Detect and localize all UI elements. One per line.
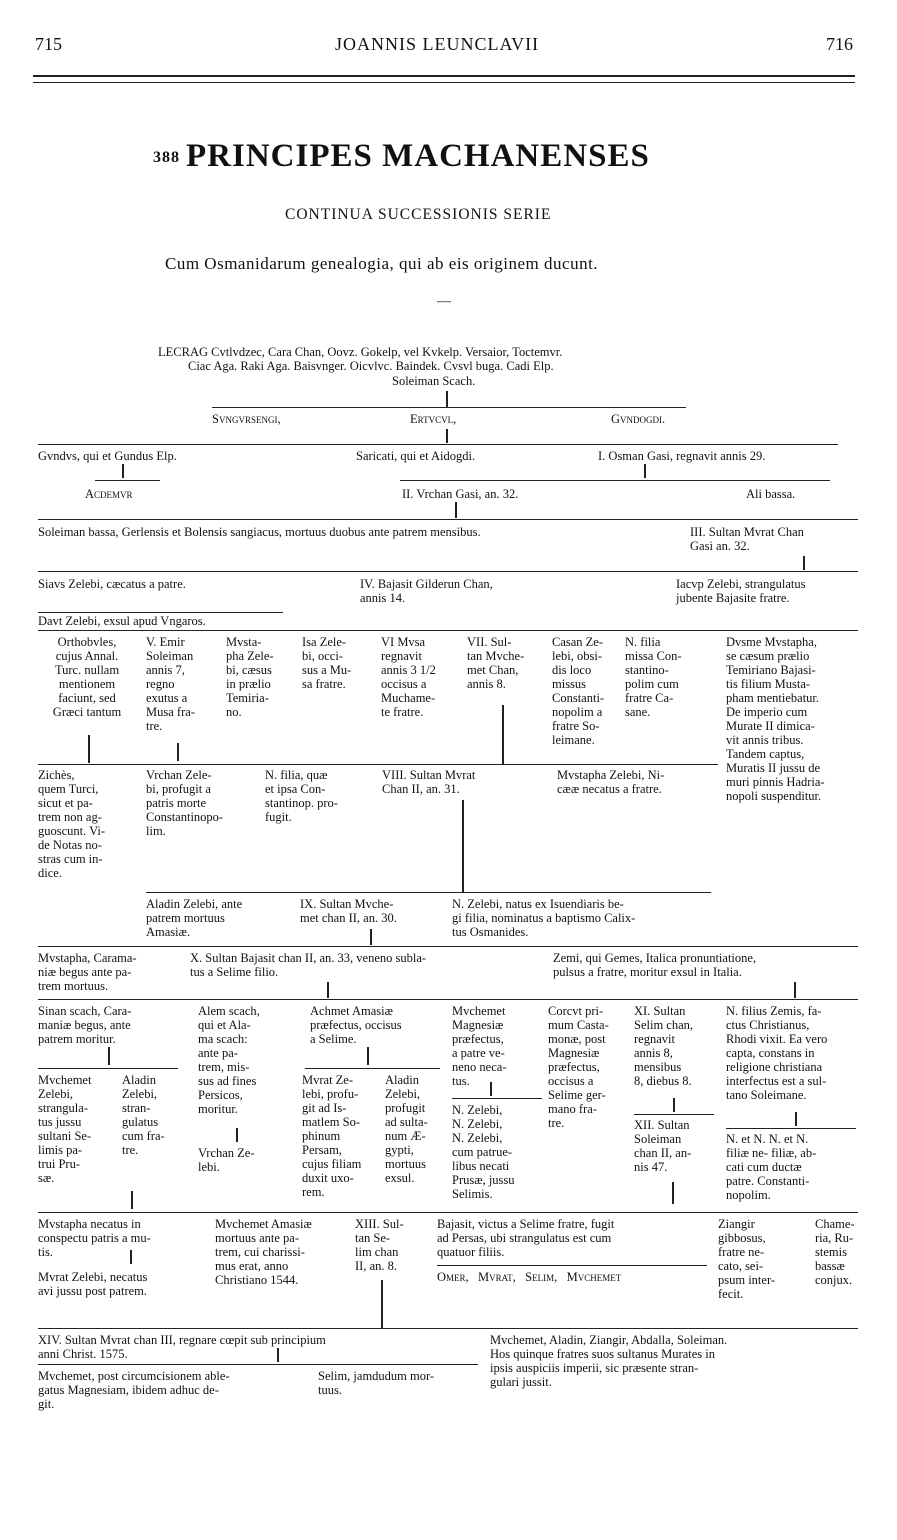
gen5-c: Iacvp Zelebi, strangulatus jubente Bajasite fratre. (676, 577, 806, 605)
connector (672, 1182, 674, 1204)
branch-rule (38, 1212, 858, 1213)
gen12-c4b: Omer, Mvrat, Selim, Mvchemet (437, 1270, 622, 1284)
gen9-b: X. Sultan Bajasit chan II, an. 33, veneno subla- tus a Selime filio. (190, 951, 427, 979)
gen12-c6: Chame- ria, Ru- stemis bassæ conjux. (815, 1217, 855, 1287)
branch-rule (400, 480, 830, 481)
connector (277, 1348, 279, 1362)
gen6-c2: V. Emir Soleiman annis 7, regno exutus a Musa fra- tre. (146, 635, 195, 733)
branch-rule (212, 407, 686, 408)
gen3-b: II. Vrchan Gasi, an. 32. (402, 487, 519, 501)
gen2-b: Saricati, qui et Aidogdi. (356, 449, 476, 463)
branch-rule (38, 571, 858, 572)
connector (794, 982, 796, 998)
connector (795, 1112, 797, 1126)
header-rule (33, 75, 855, 77)
gen13-a: XIV. Sultan Mvrat chan III, regnare cœpit sub principium anni Christ. 1575. (38, 1333, 326, 1361)
branch-rule (38, 1328, 858, 1329)
connector (446, 391, 448, 407)
branch-rule (146, 892, 711, 893)
gen7-c2: Vrchan Zele- bi, profugit a patris morte Constantinopo- lim. (146, 768, 224, 838)
header-rule-thin (33, 82, 855, 83)
gen11-c6: N. et N. N. et N. filiæ ne- filiæ, ab- cati cum ductæ patre. Constanti- nopolim. (726, 1132, 817, 1202)
branch-rule (95, 480, 160, 481)
branch-rule (38, 946, 858, 947)
branch-rule (38, 630, 858, 631)
gen13-b: Mvchemet, Aladin, Ziangir, Abdalla, Soleiman. Hos quinque fratres suos sultanus Murates in ipsis auspiciis imperii, sic præsente stran- gulari jussit. (490, 1333, 728, 1389)
running-title: JOANNIS LEUNCLAVII (335, 34, 540, 54)
gen7-c3: N. filia, quæ et ipsa Con- stantinop. pro- fugit. (265, 768, 338, 824)
gen12-c2: Mvchemet Amasiæ mortuus ante pa- trem, cui charissi- mus erat, anno Christiano 1544. (215, 1217, 312, 1287)
branch-rule (452, 1098, 542, 1099)
separator-dash: –– (437, 294, 451, 309)
title-main: PRINCIPES MACHANENSES (186, 138, 650, 174)
connector (327, 982, 329, 998)
branch-rule (38, 1068, 178, 1069)
branch-rule (38, 519, 858, 520)
gen6-c4: Isa Zele- bi, occi- sus a Mu- sa fratre. (302, 635, 352, 691)
gen11-c3b: Aladin Zelebi, profugit ad sulta- num Æ- gypti, mortuus exsul. (385, 1073, 428, 1185)
branch-rule (38, 999, 858, 1000)
gen9-a: Mvstapha, Carama- niæ begus ante pa- trem mortuus. (38, 951, 137, 993)
gen11-c2: Vrchan Ze- lebi. (198, 1146, 255, 1174)
gen6-c9: Dvsme Mvstapha, se cæsum prælio Temiriano Bajasi- tis filium Musta- pham mentiebatur. De imperio cum Murate II dimica- vit annis tribus. Tandem captus, Muratis II jussu de muri pinnis Hadria- nopoli suspenditur. (726, 635, 825, 803)
gen13-c2: Selim, jamdudum mor- tuus. (318, 1369, 435, 1397)
gen10-c1: Sinan scach, Cara- maniæ begus, ante patrem moritur. (38, 1004, 132, 1046)
ancestors-line1: LECRAG Cvtlvdzec, Cara Chan, Oovz. Gokelp, vel Kvkelp. Versaior, Toctemvr. (158, 345, 563, 359)
gen10-c6: XI. Sultan Selim chan, regnavit annis 8, mensibus 8, diebus 8. (634, 1004, 694, 1088)
gen5-a: Siavs Zelebi, cæcatus a patre. (38, 577, 186, 591)
ancestors-line3: Soleiman Scach. (392, 374, 476, 388)
connector (88, 735, 90, 763)
gen1-c: Gvndogdi. (611, 412, 666, 426)
gen12-c4: Bajasit, victus a Selime fratre, fugit ad Persas, ubi strangulatus est cum quatuor filiis. (437, 1217, 615, 1259)
connector (803, 556, 805, 570)
gen5b: Davt Zelebi, exsul apud Vngaros. (38, 614, 206, 628)
gen6-c7: Casan Ze- lebi, obsi- dis loco missus Constanti- nopolim a fratre So- leimane. (552, 635, 605, 747)
gen4-a: Soleiman bassa, Gerlensis et Bolensis sangiacus, mortuus duobus ante patrem mensibus. (38, 525, 481, 539)
branch-rule (305, 1068, 440, 1069)
gen11-c1b: Aladin Zelebi, stran- gulatus cum fra- tre. (122, 1073, 165, 1157)
branch-rule (437, 1265, 707, 1266)
gen8-b: IX. Sultan Mvche- met chan II, an. 30. (300, 897, 397, 925)
gen2-a: Gvndvs, qui et Gundus Elp. (38, 449, 177, 463)
gen12-c3: XIII. Sul- tan Se- lim chan II, an. 8. (355, 1217, 404, 1273)
subtitle: CONTINUA SUCCESSIONIS SERIE (285, 206, 552, 223)
gen10-c2: Alem scach, qui et Ala- ma scach: ante pa- trem, mis- sus ad fines Persicos, moritur. (198, 1004, 260, 1116)
gen6-c5: VI Mvsa regnavit annis 3 1/2 occisus a Muchame- te fratre. (381, 635, 436, 719)
gen12-c1a: Mvstapha necatus in conspectu patris a mu- tis. (38, 1217, 151, 1259)
gen5-b: IV. Bajasit Gilderun Chan, annis 14. (360, 577, 493, 605)
title-number: 388 (153, 149, 180, 167)
gen12-c5: Ziangir gibbosus, fratre ne- cato, sei- psum inter- fecit. (718, 1217, 776, 1301)
connector (370, 929, 372, 945)
gen12-c1b: Mvrat Zelebi, necatus avi jussu post patrem. (38, 1270, 148, 1298)
gen7-c5: Mvstapha Zelebi, Ni- cææ necatus a fratre. (557, 768, 665, 796)
gen4-b: III. Sultan Mvrat Chan Gasi an. 32. (690, 525, 804, 553)
connector (108, 1047, 110, 1065)
gen6-c8: N. filia missa Con- stantino- polim cum fratre Ca- sane. (625, 635, 682, 719)
ancestors-line2: Ciac Aga. Raki Aga. Baisvnger. Oicvlvc. Baindek. Cvsvl buga. Cadi Elp. (188, 359, 554, 373)
branch-rule (634, 1114, 714, 1115)
connector (455, 502, 457, 518)
gen10-c3: Achmet Amasiæ præfectus, occisus a Selime. (310, 1004, 402, 1046)
branch-rule (38, 612, 283, 613)
gen11-c3a: Mvrat Ze- lebi, profu- git ad Is- matlem So- phinum Persam, cujus filiam duxit uxo- rem. (302, 1073, 362, 1199)
gen10-c4: Mvchemet Magnesiæ præfectus, a patre ve- neno neca- tus. (452, 1004, 507, 1088)
gen6-c3: Mvsta- pha Zele- bi, cæsus in prælio Temiria- no. (226, 635, 274, 719)
gen8-a: Aladin Zelebi, ante patrem mortuus Amasiæ. (146, 897, 243, 939)
connector (490, 1082, 492, 1096)
connector (131, 1191, 133, 1209)
connector (122, 464, 124, 478)
page-number-left: 715 (35, 34, 62, 54)
gen10-c7: N. filius Zemis, fa- ctus Christianus, Rhodi vixit. Ea vero capta, constans in religione christiana interfectus est a sul- tano Soleimane. (726, 1004, 828, 1102)
connector (367, 1047, 369, 1065)
gen6-c6: VII. Sul- tan Mvche- met Chan, annis 8. (467, 635, 525, 691)
gen11-c5: XII. Sultan Soleiman chan II, an- nis 47. (634, 1118, 692, 1174)
gen10-c5: Corcvt pri- mum Casta- monæ, post Magnesiæ præfectus, occisus a Selime ger- mano fra- tre. (548, 1004, 609, 1130)
gen9-c: Zemi, qui Gemes, Italica pronuntiatione, pulsus a fratre, moritur exsul in Italia. (553, 951, 757, 979)
connector (236, 1128, 238, 1142)
connector (462, 800, 464, 892)
connector (446, 429, 448, 443)
page-number-right: 716 (826, 34, 853, 54)
gen6-c1: Orthobvles, cujus Annal. Turc. nullam mentionem faciunt, sed Græci tantum (52, 635, 122, 719)
gen3-c: Ali bassa. (746, 487, 796, 501)
connector (177, 743, 179, 761)
connector (130, 1250, 132, 1264)
gen13-c1: Mvchemet, post circumcisionem able- gatus Magnesiam, ibidem adhuc de- git. (38, 1369, 230, 1411)
gen11-c4: N. Zelebi, N. Zelebi, N. Zelebi, cum patrue- libus necati Prusæ, jussu Selimis. (452, 1103, 515, 1201)
connector (381, 1280, 383, 1328)
connector (673, 1098, 675, 1112)
gen1-b: Ertvcvl, (410, 412, 457, 426)
connector (644, 464, 646, 478)
branch-rule (726, 1128, 856, 1129)
subtitle-secondary: Cum Osmanidarum genealogia, qui ab eis originem ducunt. (165, 254, 599, 273)
gen7-c1: Zichès, quem Turci, sicut et pa- trem non ag- guoscunt. Vi- de Notas no- stras cum in- dice. (38, 768, 106, 880)
gen2-c: I. Osman Gasi, regnavit annis 29. (598, 449, 766, 463)
branch-rule (38, 764, 718, 765)
branch-rule (38, 444, 838, 445)
gen7-c4: VIII. Sultan Mvrat Chan II, an. 31. (382, 768, 476, 796)
gen1-a: Svngvrsengi, (212, 412, 281, 426)
gen11-c1a: Mvchemet Zelebi, strangula- tus jussu sultani Se- limis pa- trui Pru- sæ. (38, 1073, 92, 1185)
branch-rule (38, 1364, 478, 1365)
gen3-a: Acdemvr (85, 487, 133, 501)
page-title (153, 138, 650, 175)
gen8-c: N. Zelebi, natus ex Isuendiaris be- gi filia, nominatus a baptismo Calix- tus Osmanides. (452, 897, 636, 939)
connector (502, 705, 504, 765)
